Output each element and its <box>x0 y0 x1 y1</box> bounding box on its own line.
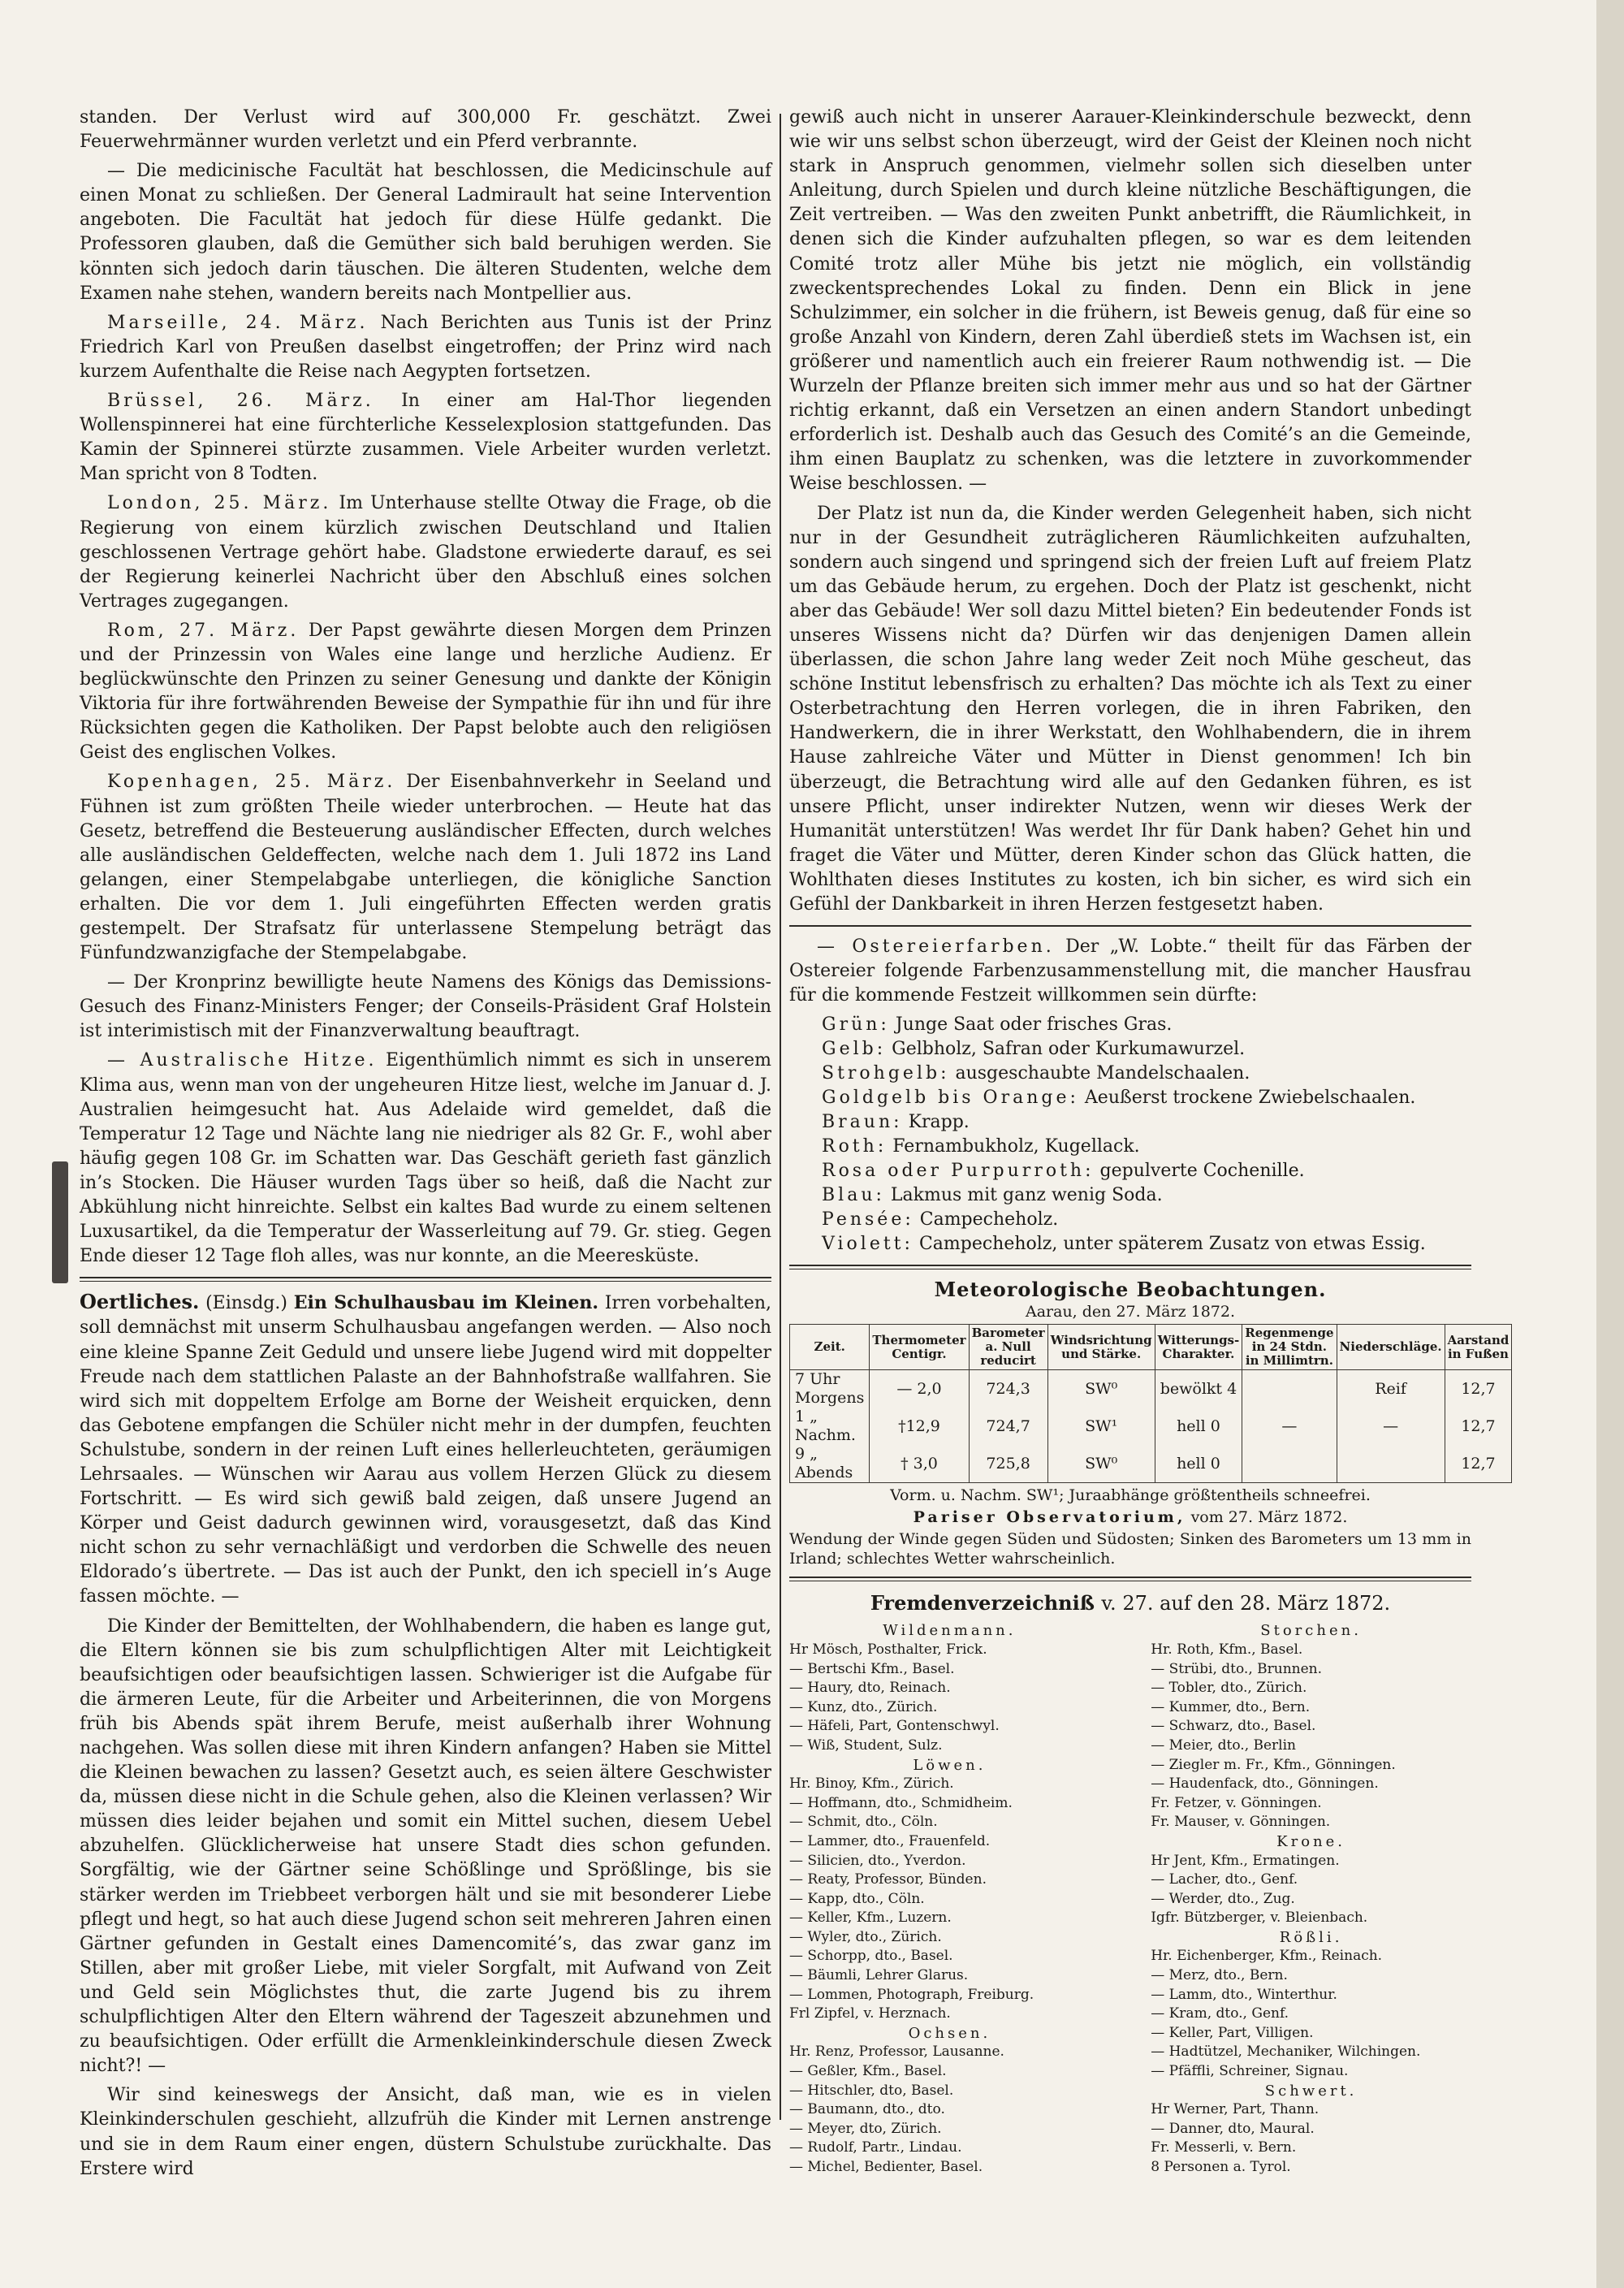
list-item: Hr. Binoy, Kfm., Zürich. <box>789 1775 954 1793</box>
contributor-note: (Einsdg.) <box>205 1293 287 1314</box>
list-item: Fr. Messerli, v. Bern. <box>1151 2139 1297 2156</box>
cell-character: hell 0 <box>1155 1445 1242 1483</box>
column-divider <box>780 114 781 2120</box>
weather-title: Meteorologische Beobachtungen. <box>934 1278 1327 1302</box>
left-column <box>80 106 771 2186</box>
guest-list-title <box>789 1591 1471 1615</box>
color-name: Rosa oder Purpurroth: <box>822 1161 1095 1182</box>
color-item <box>822 1013 1471 1037</box>
column-header: Zeit. <box>790 1325 870 1370</box>
cell-barometer: 725,8 <box>969 1445 1047 1483</box>
color-value: Junge Saat oder frisches Gras. <box>895 1014 1173 1036</box>
article-text: Nach Berichten aus Tunis ist der Prinz Friedrich Karl von Preußen daselbst eingetroffen; der Prinz wird nach kurzem Aufenthalte die Reise nach Aegypten fortsetzen. <box>80 312 771 382</box>
cell-character: hell 0 <box>1155 1408 1242 1445</box>
article-oertliches <box>80 1290 771 1609</box>
paris-forecast: Wendung der Winde gegen Süden und Südosten; Sinken des Barometers um 13 mm in Irland; schlechtes Wetter wahrscheinlich. <box>789 1530 1471 1568</box>
article-bruessel <box>80 389 771 487</box>
article-ostereier <box>789 935 1471 1008</box>
column-header: Thermometer Centigr. <box>870 1325 969 1370</box>
paragraph-medicine: — Die medicinische Facultät hat beschlossen, die Medicinschule auf einen Monat zu schließen. Der General Ladmirault hat seine Intervention angeboten. Die Facultät hat jedoch für diese Hülfe gedankt. Die Professoren glauben, daß die Gemüther sich bald beruhigen werden. Sie könnten sich jedoch darin täuschen. Die älteren Studenten, welche dem Examen nahe stehen, wandern bereits nach Montpellier aus. <box>80 161 771 304</box>
cell-wind: SW⁰ <box>1047 1370 1155 1408</box>
cell-aar: 12,7 <box>1445 1408 1512 1445</box>
list-item: Hr Werner, Part, Thann. <box>1151 2101 1320 2118</box>
list-item: — Kram, dto., Genf. <box>1151 2005 1289 2022</box>
hotel-name: Storchen. <box>1260 1622 1362 1640</box>
guest-list-date: v. 27. auf den 28. März 1872. <box>1101 1592 1391 1615</box>
weather-place-date: Aarau, den 27. März 1872. <box>1025 1303 1236 1321</box>
article-hitze <box>80 1049 771 1269</box>
list-item: — Hadtützel, Mechaniker, Wilchingen. <box>1151 2044 1421 2061</box>
guest-list-left <box>789 1621 1110 2177</box>
list-item: — Haudenfack, dto., Gönningen. <box>1151 1775 1379 1793</box>
cell-precipitation: — <box>1337 1408 1445 1445</box>
hotel-name: Rößli. <box>1279 1928 1343 1946</box>
column-header: Witterungs-Charakter. <box>1155 1325 1242 1370</box>
article-kopenhagen <box>80 770 771 966</box>
list-item: — Schorpp, dto., Basel. <box>789 1948 953 1965</box>
color-list <box>789 1013 1471 1256</box>
color-name: Gelb: <box>822 1039 887 1060</box>
list-item: — Häfeli, Part, Gontenschwyl. <box>789 1718 1000 1735</box>
article-text: Im Unterhause stellte Otway die Frage, ob die Regierung von einem kürzlich zwischen Deutschland und Italien geschlossenen Vertrage gehört habe. Gladstone erwiederte darauf, es sei der Regierung keinerlei Nachricht über den Abschluß eines solchen Vertrages zugegangen. <box>80 493 771 612</box>
color-item <box>822 1183 1471 1208</box>
list-item: — Reaty, Professor, Bünden. <box>789 1871 987 1888</box>
dateline: London, 25. März. <box>107 493 332 514</box>
list-item: Hr. Roth, Kfm., Basel. <box>1151 1641 1303 1658</box>
list-item: — Meyer, dto, Zürich. <box>789 2120 942 2137</box>
cell-rain: — <box>1242 1408 1337 1445</box>
color-value: ausgeschaubte Mandelschaalen. <box>955 1063 1250 1084</box>
hotel-name: Wildenmann. <box>883 1622 1017 1640</box>
list-item: Hr. Eichenberger, Kfm., Reinach. <box>1151 1948 1383 1965</box>
color-value: Gelbholz, Safran oder Kurkumawurzel. <box>892 1039 1246 1060</box>
observatory-name: Pariser Observatorium, <box>913 1508 1186 1527</box>
list-item: — Hoffmann, dto., Schmidheim. <box>789 1794 1013 1811</box>
color-item <box>822 1232 1471 1256</box>
color-name: Violett: <box>822 1234 914 1255</box>
list-item: 8 Personen a. Tyrol. <box>1151 2159 1291 2175</box>
article-text: Der Papst gewährte diesen Morgen dem Prinzen und der Prinzessin von Wales eine lange und herzliche Audienz. Er beglückwünschte den Prinzen zu seiner Genesung und dankte der Königin Viktoria für ihre fortwährenden Beweise der Sympathie für ihn und für ihre Rücksichten gegen die Katholiken. Der Papst belobte auch den religiösen Geist des englischen Volkes. <box>80 620 772 763</box>
table-row <box>790 1408 1512 1445</box>
color-item <box>822 1037 1471 1062</box>
page-edge <box>1596 0 1624 2288</box>
cell-barometer: 724,3 <box>969 1370 1047 1408</box>
color-value: Krapp. <box>908 1112 970 1133</box>
paragraph-keineswegs: Wir sind keineswegs der Ansicht, daß man, wie es in vielen Kleinkinderschulen geschieht, allzufrüh die Kinder mit Lernen anstrenge und sie in dem Raum einer engen, düstern Schulstube zurückhalte. Das Erstere wird <box>80 2085 771 2179</box>
cell-time: 7 Uhr Morgens <box>790 1370 870 1408</box>
color-value: Fernambukholz, Kugellack. <box>892 1136 1140 1157</box>
cell-thermometer: — 2,0 <box>870 1370 969 1408</box>
list-item: — Bäumli, Lehrer Glarus. <box>789 1967 969 1984</box>
list-item: — Baumann, dto., dto. <box>789 2101 945 2118</box>
cell-character: bewölkt 4 <box>1155 1370 1242 1408</box>
cell-time: 1 „ Nachm. <box>790 1408 870 1445</box>
list-item: — Ziegler m. Fr., Kfm., Gönningen. <box>1151 1756 1396 1773</box>
color-item <box>822 1208 1471 1232</box>
cell-rain <box>1242 1370 1337 1408</box>
list-item: — Kunz, dto., Zürich. <box>789 1698 938 1715</box>
list-item: — Tobler, dto., Zürich. <box>1151 1680 1307 1697</box>
list-item: — Michel, Bedienter, Basel. <box>789 2159 983 2175</box>
color-name: Goldgelb bis Orange: <box>822 1088 1079 1109</box>
list-item: — Merz, dto., Bern. <box>1151 1967 1288 1984</box>
list-item: — Lammer, dto., Frauenfeld. <box>789 1832 991 1849</box>
cell-wind: SW⁰ <box>1047 1445 1155 1483</box>
list-item: — Hitschler, dto, Basel. <box>789 2082 954 2099</box>
paragraph-kronprinz: — Der Kronprinz bewilligte heute Namens des Königs das Demissions-Gesuch des Finanz-Ministers Fenger; der Conseils-Präsident Graf Holstein ist interimistisch mit der Finanzverwaltung beauftragt. <box>80 972 771 1042</box>
color-item <box>822 1086 1471 1110</box>
section-rule <box>789 925 1471 927</box>
list-item: — Kapp, dto., Cöln. <box>789 1890 925 1907</box>
section-title: Oertliches. <box>80 1290 200 1314</box>
list-item: Hr. Renz, Professor, Lausanne. <box>789 2044 1004 2061</box>
list-item: — Meier, dto., Berlin <box>1151 1737 1297 1754</box>
observatory-date: vom 27. März 1872. <box>1190 1508 1348 1527</box>
list-item: — Pfäffli, Schreiner, Signau. <box>1151 2063 1349 2080</box>
weather-note: Vorm. u. Nachm. SW¹; Juraabhänge größtentheils schneefrei. <box>890 1486 1371 1505</box>
guest-list <box>789 1621 1471 2177</box>
paragraph-kinder: Die Kinder der Bemittelten, der Wohlhabendern, die haben es lange gut, die Eltern können sie bis zum schulpflichtigen Alter mit Leichtigkeit beaufsichtigen oder beaufsichtigen lassen. Schwieriger ist die Aufgabe für die ärmeren Leute, für die Arbeiter und Arbeiterinnen, die von Morgens früh bis Abends spät ihrem Berufe, meist außerhalb ihrer Wohnung nachgehen. Was sollen diese mit ihren Kindern anfangen? Haben sie Mittel die Kleinen bewachen zu lassen? Gesetzt auch, es seien ältere Geschwister da, müssen diese nicht in die Schule gehen, also die Kleinen verlassen? Wir müssen dies leider bejahen und somit ein Mittel suchen, diesem Uebel abzuhelfen. Glücklicherweise hat unsere Stadt dies schon gefunden. Sorgfältig, wie der Gärtner seine Schößlinge und Sprößlinge, bis sie stärker werden im Triebbeet verborgen hält und sie mit besonderer Liebe pflegt und hegt, so hat auch diese Jugend schon seit mehreren Jahren einen Gärtner gefunden in Gestalt eines Damencomité’s, das zwar ganz im Stillen, aber mit großer Liebe, mit vieler Sorgfalt, mit Aufwand von Zeit und Geld sein Möglichstes thut, die zarte Jugend bis zu ihrem schulpflichtigen Alter den Eltern während der Tageszeit abzunehmen und zu beaufsichtigen. Oder erfüllt die Armenkleinkinderschule diesen Zweck nicht?! — <box>80 1615 771 2077</box>
color-name: Braun: <box>822 1112 903 1133</box>
cell-rain <box>1242 1445 1337 1483</box>
cell-aar: 12,7 <box>1445 1445 1512 1483</box>
list-item: — Geßler, Kfm., Basel. <box>789 2063 947 2080</box>
list-item: Igfr. Bützberger, v. Bleienbach. <box>1151 1910 1368 1927</box>
list-item: — Schmit, dto., Cöln. <box>789 1814 938 1831</box>
list-item: — Silicien, dto., Yverdon. <box>789 1852 966 1869</box>
table-row <box>790 1445 1512 1483</box>
table-row <box>790 1370 1512 1408</box>
headline: — Australische Hitze. <box>107 1050 378 1071</box>
list-item: Fr. Mauser, v. Gönningen. <box>1151 1814 1331 1831</box>
list-item: Fr. Fetzer, v. Gönningen. <box>1151 1794 1322 1811</box>
binding-mark <box>52 1161 68 1283</box>
cell-precipitation: Reif <box>1337 1370 1445 1408</box>
cell-barometer: 724,7 <box>969 1408 1047 1445</box>
article-rom <box>80 619 771 766</box>
column-header: Regenmenge in 24 Stdn. in Millimtrn. <box>1242 1325 1337 1370</box>
column-header: Niederschläge. <box>1337 1325 1445 1370</box>
list-item: Frl Zipfel, v. Herznach. <box>789 2005 951 2022</box>
list-item: — Rudolf, Partr., Lindau. <box>789 2139 962 2156</box>
cell-thermometer: † 3,0 <box>870 1445 969 1483</box>
list-item: — Keller, Part, Villigen. <box>1151 2024 1314 2041</box>
dateline: Marseille, 24. März. <box>107 312 369 333</box>
column-header: Windsrichtung und Stärke. <box>1047 1325 1155 1370</box>
article-text: Irren vorbehalten, soll demnächst mit unserm Schulhausbau angefangen werden. — Also noch eine kleine Spanne Zeit Geduld und unsere liebe Jugend wird mit doppelter Freude nach dem stattlichen Palaste an der Bahnhofstraße wallfahren. Sie wird sich mit doppeltem Erfolge am Borne der Weisheit erquicken, denn das Gebotene empfangen die Schüler nicht mehr in der dumpfen, feuchten Schulstube, sondern in der reinen Luft eines hellerleuchteten, geräumigen Lehrsaales. — Wünschen wir Aarau aus vollem Herzen Glück zu diesem Fortschritt. — Es wird sich gewiß bald zeigen, daß unsere Jugend an Körper und Geist dadurch gewinnen wird, vorausgesetzt, daß das Kind nicht schon zu sehr vernachläßigt und verdorben die Schwelle des neuen Eldorado’s übertrete. — Das ist auch der Punkt, den ich speciell in’s Auge fassen möchte. — <box>80 1293 772 1607</box>
color-item <box>822 1110 1471 1135</box>
dateline: Brüssel, 26. März. <box>107 391 374 412</box>
color-value: Campecheholz. <box>919 1209 1059 1231</box>
guest-list-heading: Fremdenverzeichniß <box>870 1591 1095 1615</box>
hotel-name: Ochsen. <box>908 2024 991 2042</box>
cell-precipitation <box>1337 1445 1445 1483</box>
weather-table <box>789 1324 1512 1483</box>
color-item <box>822 1062 1471 1086</box>
headline: — Ostereierfarben. <box>817 936 1055 958</box>
article-text: In einer am Hal-Thor liegenden Wollenspinnerei hat eine fürchterliche Kesselexplosion stattgefunden. Das Kamin der Spinnerei stürzte zusammen. Viele Arbeiter wurden verletzt. Man spricht von 8 Todten. <box>80 391 772 485</box>
list-item: — Lamm, dto., Winterthur. <box>1151 1986 1337 2003</box>
article-text: Der Eisenbahnverkehr in Seeland und Fühnen ist zum größten Theile wieder unterbrochen. — Heute hat das Gesetz, betreffend die Besteuerung ausländischer Effecten, durch welches alle ausländischen Geldeffecten, welche nach dem 1. Juli 1872 ins Land gelangen, einer Stempelabgabe unterliegen, die königliche Sanction erhalten. Die vor dem 1. Juli eingeführten Effecten werden gratis gestempelt. Der Strafsatz für unterlassene Stempelung beträgt das Fünfundzwanzigfache der Stempelabgabe. <box>80 772 771 964</box>
list-item: — Lacher, dto., Genf. <box>1151 1871 1298 1888</box>
color-item <box>822 1135 1471 1159</box>
section-rule <box>789 1265 1471 1269</box>
list-item: — Keller, Kfm., Luzern. <box>789 1910 952 1927</box>
list-item: — Wyler, dto., Zürich. <box>789 1928 942 1945</box>
guest-list-right <box>1151 1621 1471 2177</box>
color-item <box>822 1159 1471 1183</box>
list-item: — Lommen, Photograph, Freiburg. <box>789 1986 1034 2003</box>
color-name: Blau: <box>822 1185 885 1206</box>
article-marseille <box>80 311 771 384</box>
list-item: — Strübi, dto., Brunnen. <box>1151 1660 1323 1677</box>
color-name: Grün: <box>822 1014 890 1036</box>
cell-aar: 12,7 <box>1445 1370 1512 1408</box>
color-name: Roth: <box>822 1136 888 1157</box>
list-item: — Schwarz, dto., Basel. <box>1151 1718 1316 1735</box>
section-rule <box>80 1277 771 1282</box>
column-header: Barometer a. Null reducirt <box>969 1325 1047 1370</box>
section-rule <box>789 1577 1471 1581</box>
article-text: Eigenthümlich nimmt es sich in unserem Klima aus, wenn man von der ungeheuren Hitze liest, welche im Januar d. J. Australien heimgesucht hat. Aus Adelaide wird gemeldet, daß die Temperatur 12 Tage und Nächte lang nie niedriger als 82 Gr. F., wohl aber häufig gegen 108 Gr. im Schatten war. Das Geschäft gerieth fast gänzlich in’s Stocken. Die Häuser wurden Tags über so heiß, daß die Nacht zur Abkühlung nicht hinreichte. Selbst ein kaltes Bad wurde zu einem seltenen Luxusartikel, da die Temperatur der Wasserleitung auf 79. Gr. stieg. Gegen Ende dieser 12 Tage floh alles, was nur konnte, an die Meeresküste. <box>80 1050 771 1267</box>
column-header: Aarstand in Fußen <box>1445 1325 1512 1370</box>
color-name: Strohgelb: <box>822 1063 950 1084</box>
list-item: — Werder, dto., Zug. <box>1151 1890 1295 1907</box>
paragraph-platz: Der Platz ist nun da, die Kinder werden Gelegenheit haben, sich nicht nur in der Gesundheit zuträglicheren Räumlichkeiten aufzuhalten, sondern auch singend und springend sich der freien Luft auf freiem Platz um das Gebäude herum, zu ergehen. Doch der Platz ist geschenkt, nicht aber das Gebäude! Wer soll dazu Mittel bieten? Ein bedeutender Fonds ist unseres Wissens nicht da? Dürfen wir das denjenigen Damen allein überlassen, die schon Jahre lang weder Zeit noch Mühe gescheut, das schöne Institut lebensfrisch zu erhalten? Das möchte ich als Text zu einer Osterbetrachtung den Herren vorlegen, die in ihren Fabriken, den Handwerkern, die in ihrer Werkstatt, den Wohlhabendern, die in ihrem Hause zahlreiche Väter und Mütter in Dienst genommen! Ich bin überzeugt, die Betrachtung wird alle auf den Gedanken führen, es ist unsere Pflicht, unser indirekter Nutzen, wenn wir dieses Werk der Humanität unterstützen! Was werdet Ihr für Dank haben? Gehet hin und fraget die Väter und Mütter, deren Kinder schon das Glück hatten, die Wohlthaten dieses Institutes zu kosten, ich bin sicher, es wird sich ein Gefühl der Dankbarkeit in ihren Herzen festgesetzt haben. <box>789 503 1471 915</box>
hotel-name: Schwert. <box>1264 2082 1358 2100</box>
list-item: — Danner, dto, Maural. <box>1151 2120 1315 2137</box>
list-item: Hr Jent, Kfm., Ermatingen. <box>1151 1852 1340 1869</box>
color-value: Lakmus mit ganz wenig Soda. <box>890 1185 1163 1206</box>
list-item: — Haury, dto, Reinach. <box>789 1680 951 1697</box>
table-header-row <box>790 1325 1512 1370</box>
dateline: Kopenhagen, 25. März. <box>107 772 396 793</box>
article-text: Der „W. Lobte.“ theilt für das Färben der Ostereier folgende Farbenzusammenstellung mit, die mancher Hausfrau für die kommende Festzeit willkommen sein dürfte: <box>789 936 1472 1006</box>
hotel-name: Krone. <box>1276 1832 1346 1850</box>
cell-wind: SW¹ <box>1047 1408 1155 1445</box>
dateline: Rom, 27. März. <box>107 620 300 641</box>
article-london <box>80 491 771 613</box>
color-value: Aeußerst trockene Zwiebelschaalen. <box>1084 1088 1416 1109</box>
cell-thermometer: †12,9 <box>870 1408 969 1445</box>
cell-time: 9 „ Abends <box>790 1445 870 1483</box>
right-column <box>789 106 1510 2178</box>
headline: Ein Schulhausbau im Kleinen. <box>293 1292 599 1314</box>
paragraph-continuation: gewiß auch nicht in unserer Aarauer-Kleinkinderschule bezweckt, denn wie wir uns selbst schon überzeugt, wird der Geist der Kleinen noch nicht stark in Anspruch genommen, vielmehr sollen sich dieselben unter Anleitung, durch Spielen und durch kleine nützliche Beschäftigungen, die Zeit vertreiben. — Was den zweiten Punkt anbetrifft, die Räumlichkeit, in denen sich die Kinder aufzuhalten pflegen, so war es dem leitenden Comité trotz aller Mühe bis jetzt nie möglich, ein vollständig zweckentsprechendes Lokal zu finden. Denn ein Blick in jene Schulzimmer, ein solcher in die frühern, ist Beweis genug, daß für eine so große Anzahl von Kindern, deren Zahl überdieß stets im Wachsen ist, ein größerer und namentlich auch ein freierer Raum nothwendig ist. — Die Wurzeln der Pflanze breiten sich immer mehr aus und so hat der Gärtner richtig erkannt, daß ein Versetzen an einen andern Standort unbedingt erforderlich ist. Deshalb auch das Gesuch des Comité’s an die Gemeinde, ihm einen Bauplatz zu schenken, was die letztere in zuvorkommender Weise beschlossen. — <box>789 107 1471 495</box>
list-item: — Bertschi Kfm., Basel. <box>789 1660 955 1677</box>
list-item: Hr Mösch, Posthalter, Frick. <box>789 1641 987 1658</box>
color-value: Campecheholz, unter späterem Zusatz von etwas Essig. <box>918 1234 1426 1255</box>
list-item: — Kummer, dto., Bern. <box>1151 1698 1311 1715</box>
color-value: gepulverte Cochenille. <box>1099 1161 1305 1182</box>
hotel-name: Löwen. <box>913 1756 987 1774</box>
paris-observatory <box>789 1507 1471 1527</box>
list-item: — Wiß, Student, Sulz. <box>789 1737 943 1754</box>
color-name: Pensée: <box>822 1209 914 1231</box>
paragraph-fire: standen. Der Verlust wird auf 300,000 Fr. geschätzt. Zwei Feuerwehrmänner wurden verletzt und ein Pferd verbrannte. <box>80 107 771 153</box>
